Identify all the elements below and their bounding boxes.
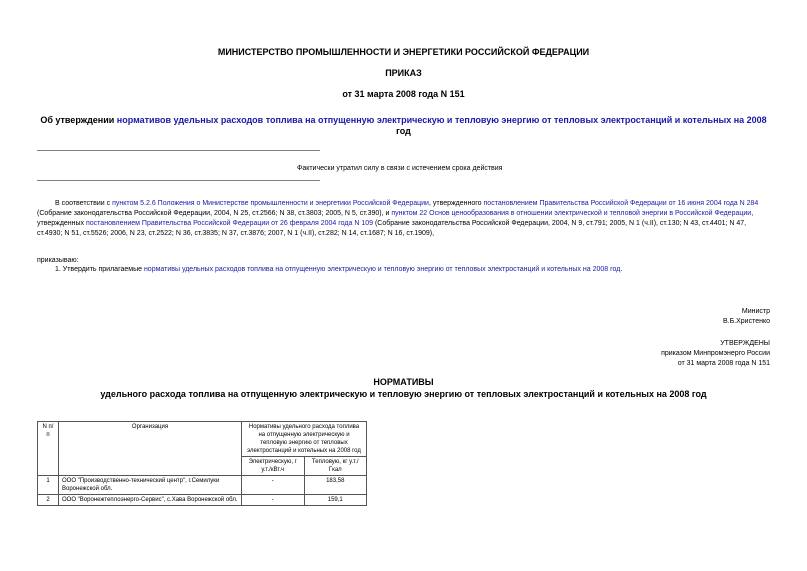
row-electric: - bbox=[242, 476, 305, 495]
title-prefix: Об утверждении bbox=[40, 115, 117, 125]
link-government-decree-109[interactable]: постановлением Правительства Российской Федерации от 26 февраля 2004 года N 109 bbox=[86, 220, 373, 227]
doc-date-number: от 31 марта 2008 года N 151 bbox=[342, 89, 465, 99]
row-heat: 183,58 bbox=[304, 476, 367, 495]
status-note: Фактически утратил силу в связи с истечением срока действия bbox=[297, 165, 503, 172]
preamble-text-5: (Собрание законодательства Российской Федерации, 2004, N 9, ст.791; 2005, N 1 (ч.II), ст.130; N 43, ст.4401; N 47, ст.4930; N 51, ст.5526; 2006, N 23, ст.2522; N 36, ст.3835; N 37, ст.3876; 2007, N 1 (ч.II), ст.282; N 14, ст.1687; N 16, ст.1909), bbox=[37, 220, 747, 237]
row-heat: 159,1 bbox=[304, 495, 367, 506]
row-electric: - bbox=[242, 495, 305, 506]
preamble-paragraph bbox=[37, 199, 772, 239]
link-pricing-basics-clause[interactable]: пунктом 22 Основ ценообразования в отношении электрической и тепловой энергии в Российской Федерации bbox=[391, 210, 752, 217]
table-row bbox=[38, 495, 367, 506]
preamble-text-4: , утвержденных bbox=[37, 210, 754, 227]
norms-table bbox=[37, 421, 367, 506]
col-header-heat: Тепловую, кг у.т./Гкал bbox=[304, 457, 367, 476]
ministry-heading: МИНИСТЕРСТВО ПРОМЫШЛЕННОСТИ И ЭНЕРГЕТИКИ РОССИЙСКОЙ ФЕДЕРАЦИИ bbox=[217, 47, 590, 57]
col-header-electric: Электрическую, г у.т./кВт.ч bbox=[242, 457, 305, 476]
norms-subheading: удельного расхода топлива на отпущенную электрическую и тепловую энергию от тепловых электростанций и котельных на 2008 год bbox=[100, 389, 707, 399]
table-row bbox=[38, 476, 367, 495]
preamble-text-3: (Собрание законодательства Российской Федерации, 2004, N 25, ст.2566; N 38, ст.3803; 2005, N 5, ст.390), и bbox=[37, 210, 392, 217]
preamble-text-2: , утвержденного bbox=[428, 200, 484, 207]
approval-block bbox=[661, 339, 770, 369]
table-header-row bbox=[38, 422, 367, 457]
item1-end: . bbox=[620, 266, 623, 273]
divider-bottom bbox=[37, 180, 320, 181]
row-num: 2 bbox=[38, 495, 59, 506]
item1-text: 1. Утвердить прилагаемые bbox=[55, 266, 144, 273]
approval-line-2: приказом Минпромэнерго России bbox=[661, 350, 770, 357]
approval-line-1: УТВЕРЖДЕНЫ bbox=[720, 340, 770, 347]
col-header-org: Организация bbox=[59, 422, 242, 476]
norms-heading: НОРМАТИВЫ bbox=[373, 377, 434, 387]
divider-top bbox=[37, 150, 320, 151]
link-approved-norms[interactable]: нормативы удельных расходов топлива на отпущенную электрическую и тепловую энергию от тепловых электростанций и котельных на 2008 год bbox=[143, 266, 621, 273]
col-header-norms: Нормативы удельного расхода топлива на отпущенную электрическую и тепловую энергию от тепловых электростанций и котельных на 2008 год bbox=[242, 422, 367, 457]
order-item-1 bbox=[55, 265, 775, 275]
link-regulation-clause[interactable]: пунктом 5.2.6 Положения о Министерстве промышленности и энергетики Российской Федерации bbox=[112, 200, 429, 207]
row-num: 1 bbox=[38, 476, 59, 495]
signature-role: Министр bbox=[741, 308, 770, 315]
title-link[interactable]: нормативов удельных расходов топлива на отпущенную электрическую и тепловую энергию от тепловых электростанций и котельных на 2008 bbox=[116, 115, 767, 125]
row-org: ООО "Воронежтеплоэнерго-Сервис", с.Хава Воронежской обл. bbox=[59, 495, 242, 506]
approval-line-3: от 31 марта 2008 года N 151 bbox=[677, 360, 770, 367]
title-suffix: год bbox=[396, 126, 411, 136]
link-government-decree-284[interactable]: постановлением Правительства Российской Федерации от 16 июня 2004 года N 284 bbox=[483, 200, 759, 207]
signature-block bbox=[723, 307, 770, 327]
preamble-text-1: В соответствии с bbox=[55, 200, 113, 207]
doc-type: ПРИКАЗ bbox=[385, 68, 422, 78]
col-header-num: N п/п bbox=[38, 422, 59, 476]
row-org: ООО "Производственно-технический центр", г.Семилуки Воронежской обл. bbox=[59, 476, 242, 495]
signature-name: В.Б.Христенко bbox=[722, 318, 770, 325]
order-word: приказываю: bbox=[37, 257, 79, 264]
document-title bbox=[40, 115, 767, 137]
